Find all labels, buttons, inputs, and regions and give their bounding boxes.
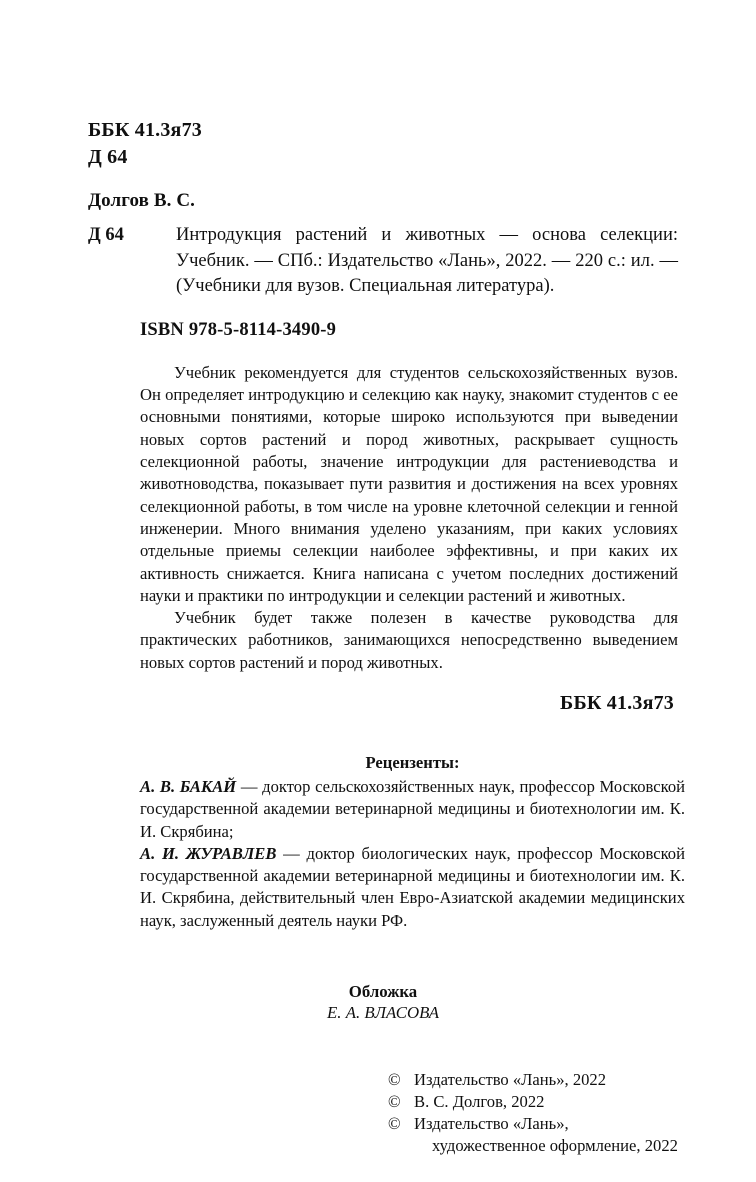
- author-name: Долгов В. С.: [88, 190, 196, 212]
- annotation-paragraph: Учебник будет также полезен в качестве руководства для практических работников, занимающихся непосредственно выведением новых сортов растений и пород животных.: [140, 608, 678, 672]
- reviewer-name: А. И. ЖУРАВЛЕВ: [140, 843, 277, 863]
- biblio-index: Д 64: [88, 225, 124, 246]
- annotation-paragraph: Учебник рекомендуется для студентов сельскохозяйственных вузов. Он определяет интродукцию и селекцию как науку, знакомит студентов с ее основными понятиями, которые широко используются при выведении новых сортов растений и пород животных, раскрывает сущность селекционной работы, значение интродукции для растениеводства и животноводства, показывает пути развития и достижения на всех уровнях селекционной работы, в том числе на уровне клеточной селекции и генной инженерии. Много внимания уделено указаниям, при каких условиях отдельные приемы селекции наиболее эффективны, и при каких их активность снижается. Книга написана с учетом последних достижений науки и практики по интродукции и селекции растений и животных.: [140, 362, 678, 605]
- reviewer-name: А. В. БАКАЙ: [140, 777, 237, 797]
- copyright-block: [388, 1069, 678, 1157]
- isbn: ISBN 978-5-8114-3490-9: [140, 319, 337, 340]
- reviewers-heading: Рецензенты:: [365, 753, 460, 773]
- cover-label: Обложка: [348, 981, 418, 1001]
- reviewer-entry: [140, 776, 685, 843]
- reviewers-section: [140, 753, 685, 932]
- biblio-text: Интродукция растений и животных — основа селекции: Учебник. — СПб.: Издательство «Лань», 2022. — 220 с.: ил. — (Учебники для вузов. Специальная литература).: [176, 225, 678, 297]
- copyright-text: Издательство «Лань»,: [414, 1113, 569, 1133]
- reviewer-credentials: — доктор биологических наук, профессор Московской государственной академии ветеринарной медицины и биотехнологии им. К. И. Скрябина, действительный член Евро-Азиатской академии медицинских наук, заслуженный деятель науки РФ.: [140, 843, 685, 930]
- copyright-text-continued: художественное оформление, 2022: [432, 1135, 678, 1155]
- cover-designer: Е. А. ВЛАСОВА: [327, 1002, 439, 1022]
- copyright-row: [388, 1069, 678, 1091]
- bbk-classification-top: [88, 118, 678, 170]
- copyright-symbol: ©: [388, 1091, 401, 1111]
- copyright-text: В. С. Долгов, 2022: [414, 1091, 545, 1111]
- copyright-text: Издательство «Лань», 2022: [414, 1069, 607, 1089]
- cover-credit: [88, 982, 678, 1023]
- bbk-classification-bottom: ББК 41.3я73: [560, 692, 674, 715]
- page-content: [88, 118, 685, 1157]
- reviewer-credentials: — доктор сельскохозяйственных наук, профессор Московской государственной академии ветеринарной медицины и биотехнологии им. К. И. Скрябина;: [140, 777, 685, 841]
- author-index-line: Д 64: [88, 145, 128, 168]
- copyright-row: [388, 1091, 678, 1113]
- reviewer-entry: [140, 843, 685, 932]
- bibliographic-description: [88, 223, 678, 300]
- copyright-row: [388, 1113, 678, 1157]
- copyright-symbol: ©: [388, 1069, 401, 1089]
- bbk-code-line: ББК 41.3я73: [88, 119, 202, 141]
- annotation: [140, 362, 678, 674]
- copyright-symbol: ©: [388, 1113, 401, 1133]
